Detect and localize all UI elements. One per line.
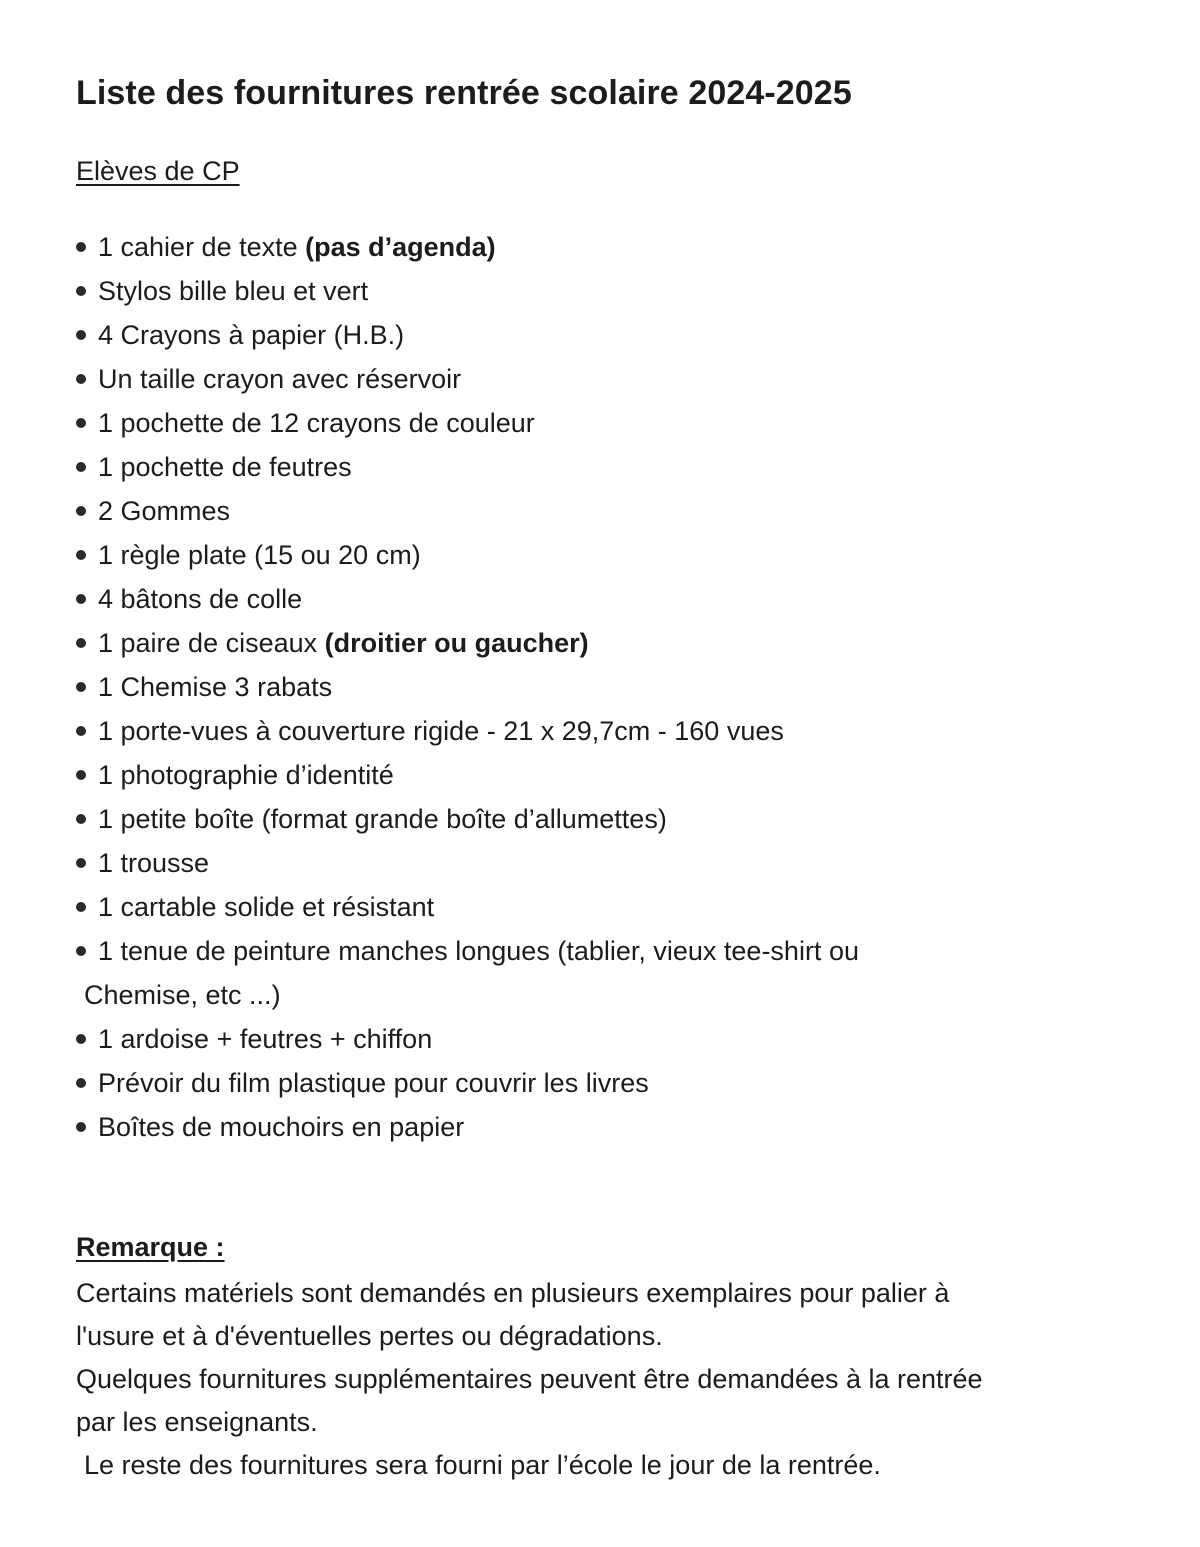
list-item	[76, 621, 1076, 665]
bullet-icon	[76, 858, 86, 868]
item-text: 1 pochette de 12 crayons de couleur	[98, 408, 535, 438]
remark-line: Quelques fournitures supplémentaires peuvent être demandées à la rentrée	[76, 1364, 983, 1394]
item-text: Boîtes de mouchoirs en papier	[98, 1112, 465, 1142]
item-text: 1 cartable solide et résistant	[98, 892, 435, 922]
list-item	[76, 1061, 1076, 1105]
remark-line: Certains matériels sont demandés en plusieurs exemplaires pour palier à	[76, 1278, 950, 1308]
list-item	[76, 709, 1076, 753]
bullet-icon	[76, 946, 86, 956]
item-text: Stylos bille bleu et vert	[98, 276, 369, 306]
supply-list	[76, 225, 1076, 1149]
bullet-icon	[76, 682, 86, 692]
page-title: Liste des fournitures rentrée scolaire 2024-2025	[76, 74, 852, 112]
list-item	[76, 357, 1076, 401]
list-item	[76, 1105, 1076, 1149]
bullet-icon	[76, 594, 86, 604]
item-text: 1 photographie d’identité	[98, 760, 394, 790]
bullet-icon	[76, 374, 86, 384]
bullet-icon	[76, 814, 86, 824]
list-item	[76, 665, 1076, 709]
bullet-icon	[76, 418, 86, 428]
list-item	[76, 577, 1076, 621]
remark-heading: Remarque :	[76, 1232, 225, 1262]
bullet-icon	[76, 506, 86, 516]
class-level-heading: Elèves de CP	[76, 156, 240, 186]
item-text: 1 pochette de feutres	[98, 452, 352, 482]
list-item	[76, 753, 1076, 797]
item-text: 1 Chemise 3 rabats	[98, 672, 333, 702]
bullet-icon	[76, 1034, 86, 1044]
bullet-icon	[76, 286, 86, 296]
item-text: 1 petite boîte (format grande boîte d’allumettes)	[98, 804, 667, 834]
list-item	[76, 1017, 1076, 1061]
list-item	[76, 489, 1076, 533]
bullet-icon	[76, 638, 86, 648]
item-text: 1 cahier de texte	[98, 232, 306, 262]
list-item	[76, 401, 1076, 445]
remark-line: par les enseignants.	[76, 1407, 318, 1437]
list-item	[76, 929, 1076, 973]
list-item	[76, 269, 1076, 313]
bullet-icon	[76, 550, 86, 560]
bullet-icon	[76, 330, 86, 340]
remark-line: l'usure et à d'éventuelles pertes ou dégradations.	[76, 1321, 663, 1351]
bullet-icon	[76, 1122, 86, 1132]
item-text: Prévoir du film plastique pour couvrir les livres	[98, 1068, 649, 1098]
item-text: 2 Gommes	[98, 496, 231, 526]
bullet-icon	[76, 902, 86, 912]
list-item	[76, 841, 1076, 885]
item-text: 4 Crayons à papier (H.B.)	[98, 320, 405, 350]
bullet-icon	[76, 770, 86, 780]
list-item	[76, 533, 1076, 577]
list-item	[76, 313, 1076, 357]
item-text: 4 bâtons de colle	[98, 584, 303, 614]
item-text: Un taille crayon avec réservoir	[98, 364, 462, 394]
remark-body	[76, 1272, 1156, 1487]
item-note: (droitier ou gaucher)	[324, 628, 589, 658]
bullet-icon	[76, 462, 86, 472]
list-item	[76, 225, 1076, 269]
remark-line: Le reste des fournitures sera fourni par l’école le jour de la rentrée.	[84, 1450, 881, 1480]
item-text: 1 trousse	[98, 848, 210, 878]
item-note: (pas d’agenda)	[305, 232, 496, 262]
item-text: 1 tenue de peinture manches longues (tablier, vieux tee-shirt ou	[98, 936, 859, 966]
bullet-icon	[76, 242, 86, 252]
list-item	[76, 885, 1076, 929]
bullet-icon	[76, 726, 86, 736]
item-text: 1 paire de ciseaux	[98, 628, 325, 658]
item-text: 1 porte-vues à couverture rigide - 21 x 29,7cm - 160 vues	[98, 716, 784, 746]
list-item	[76, 797, 1076, 841]
item-text: 1 ardoise + feutres + chiffon	[98, 1024, 433, 1054]
bullet-icon	[76, 1078, 86, 1088]
list-item	[76, 445, 1076, 489]
item-text: 1 règle plate (15 ou 20 cm)	[98, 540, 421, 570]
list-item-continuation: Chemise, etc ...)	[84, 980, 281, 1010]
